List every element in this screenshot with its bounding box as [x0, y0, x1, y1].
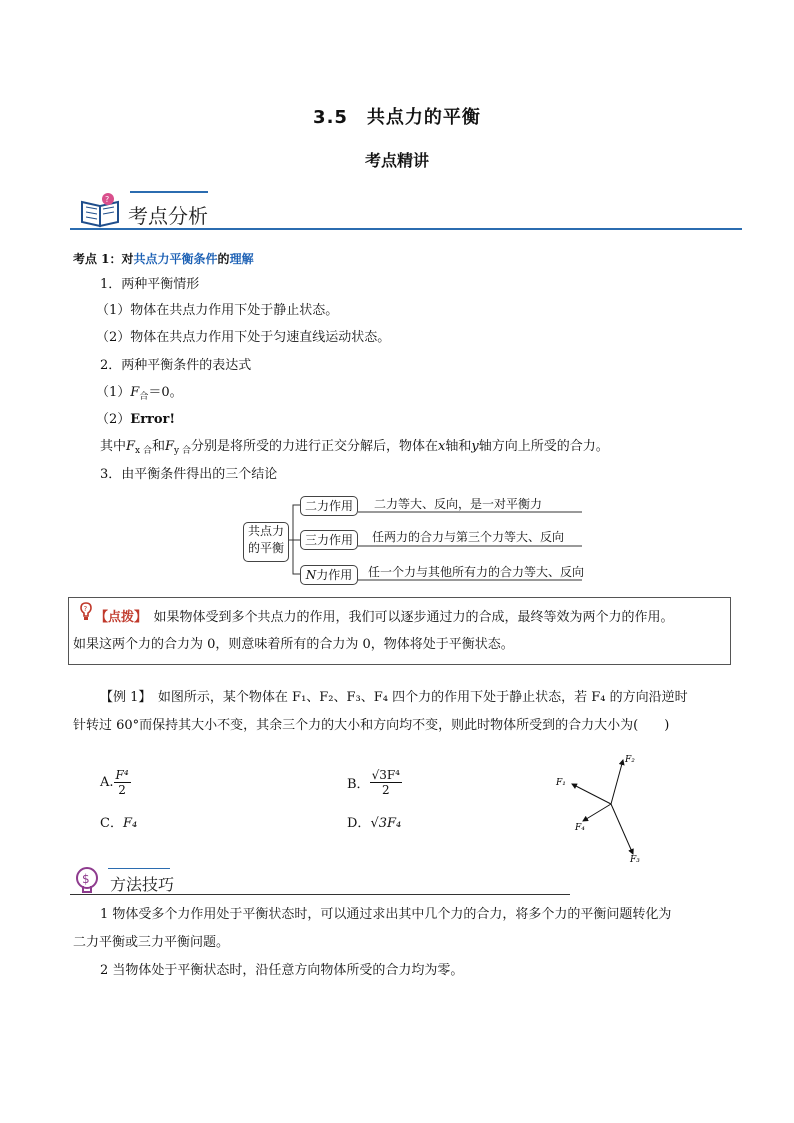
svg-text:$: $ [82, 872, 90, 886]
force-f4-arrow [583, 804, 611, 821]
l7-a: 其中 [100, 439, 127, 454]
option-a-label: A. [100, 775, 114, 790]
tip-2: 2 当物体处于平衡状态时，沿任意方向物体所受的合力均为零。 [100, 963, 464, 978]
option-c[interactable] [100, 815, 137, 833]
svg-text:?: ? [83, 605, 88, 613]
force-f3-arrow [611, 804, 633, 854]
kaodian-highlight-1: 共点力平衡条件 [133, 252, 218, 266]
l7-d: 轴和 [445, 439, 472, 454]
l7-e: 轴方向上所受的合力。 [478, 439, 609, 454]
fy-symbol: F [165, 439, 175, 454]
y-symbol: y [471, 439, 479, 454]
fx-symbol: F [126, 439, 136, 454]
mindmap-branch-three-forces: 三力作用 [300, 530, 358, 550]
option-b-numerator: √3F⁴ [371, 768, 400, 782]
text-line-3: （2）物体在共点力作用下处于匀速直线运动状态。 [96, 330, 391, 345]
force-subscript: 合 [139, 392, 149, 402]
example-text-1: 如图所示，某个物体在 F₁、F₂、F₃、F₄ 四个力的作用下处于静止状态，若 F₄ 的方向沿逆时 [157, 690, 688, 705]
hint-box [68, 597, 731, 665]
section-header-top-rule-2 [108, 868, 170, 869]
section-header-label: 考点分析 [128, 204, 208, 228]
option-c-value: F₄ [122, 816, 138, 831]
example-line-1 [100, 689, 688, 707]
option-a-denominator: 2 [118, 783, 126, 797]
hint-line-1 [95, 609, 674, 627]
l6-prefix: （2） [96, 412, 131, 427]
force-f2-arrow [611, 760, 623, 804]
l5-prefix: （1） [96, 385, 131, 400]
mindmap-desc-two-forces: 二力等大、反向，是一对平衡力 [374, 497, 543, 511]
x-symbol: x [438, 439, 446, 454]
option-b-label: B． [347, 777, 370, 792]
option-b-denominator: 2 [381, 783, 390, 797]
option-a-fraction [114, 768, 131, 797]
hint-tag: 【点拨】 [95, 610, 141, 625]
option-d[interactable] [347, 815, 401, 833]
kaodian-prefix: 考点 1：对 [73, 252, 134, 266]
svg-text:?: ? [105, 195, 110, 204]
force-f4-label: F₄ [575, 823, 585, 833]
section-header-label-2: 方法技巧 [110, 875, 175, 894]
option-d-label: D． [347, 816, 371, 831]
text-line-2: （1）物体在共点力作用下处于静止状态。 [96, 303, 339, 318]
force-f2-label: F₂ [625, 755, 635, 765]
page-title: 3.5 共点力的平衡 [313, 107, 481, 128]
tip-1-line-1: 1 物体受多个力作用处于平衡状态时，可以通过求出其中几个力的合力，将多个力的平衡问题转化为 [100, 907, 672, 922]
force-f3-label: F₃ [630, 855, 640, 865]
force-f1-arrow [572, 784, 611, 804]
l7-c: 分别是将所受的力进行正交分解后，物体在 [190, 439, 438, 454]
lightbulb-icon [77, 602, 95, 624]
option-d-value: √3F₄ [370, 816, 402, 831]
error-text: Error! [130, 412, 176, 427]
text-line-8: 3．由平衡条件得出的三个结论 [100, 467, 278, 482]
force-diagram [550, 750, 660, 865]
section-header-methods [70, 864, 570, 896]
force-f1-label: F₁ [556, 778, 566, 788]
l5-suffix: ＝0。 [148, 385, 183, 400]
fy-subscript: y 合 [174, 446, 191, 456]
option-b[interactable] [347, 768, 402, 797]
page-subtitle: 考点精讲 [364, 151, 429, 170]
kaodian-highlight-2: 理解 [229, 252, 254, 266]
l7-b: 和 [151, 439, 165, 454]
example-tag: 【例 1】 [100, 690, 145, 705]
kaodian-mid: 的 [217, 252, 230, 266]
mindmap-root: 共点力 的平衡 [243, 522, 289, 562]
mindmap-branch-two-forces: 二力作用 [300, 496, 358, 516]
option-a[interactable] [100, 768, 131, 797]
brain-idea-icon [74, 866, 100, 894]
text-line-4: 2．两种平衡条件的表达式 [100, 358, 252, 373]
force-symbol: F [130, 385, 140, 400]
mindmap-desc-three-forces: 任两力的合力与第三个力等大、反向 [372, 530, 565, 544]
option-b-fraction [370, 768, 402, 797]
n-forces-label: 力作用 [316, 568, 353, 582]
mindmap-desc-n-forces: 任一个力与其他所有力的合力等大、反向 [368, 565, 585, 579]
fx-subscript: x 合 [135, 446, 152, 456]
option-a-numerator: F⁴ [115, 768, 129, 782]
option-c-label: C． [100, 816, 123, 831]
hint-text-1: 如果物体受到多个共点力的作用，我们可以逐步通过力的合成，最终等效为两个力的作用。 [153, 610, 674, 625]
example-line-2: 针转过 60°而保持其大小不变，其余三个力的大小和方向均不变，则此时物体所受到的合力大小为( ) [73, 718, 670, 733]
section-header-rule-2 [70, 894, 570, 895]
hint-line-2: 如果这两个力的合力为 0，则意味着所有的合力为 0，物体将处于平衡状态。 [73, 637, 514, 652]
text-line-1: 1．两种平衡情形 [100, 277, 200, 292]
n-symbol: N [305, 568, 317, 582]
tip-1-line-2: 二力平衡或三力平衡问题。 [73, 935, 230, 950]
mindmap-branch-n-forces [300, 565, 358, 585]
